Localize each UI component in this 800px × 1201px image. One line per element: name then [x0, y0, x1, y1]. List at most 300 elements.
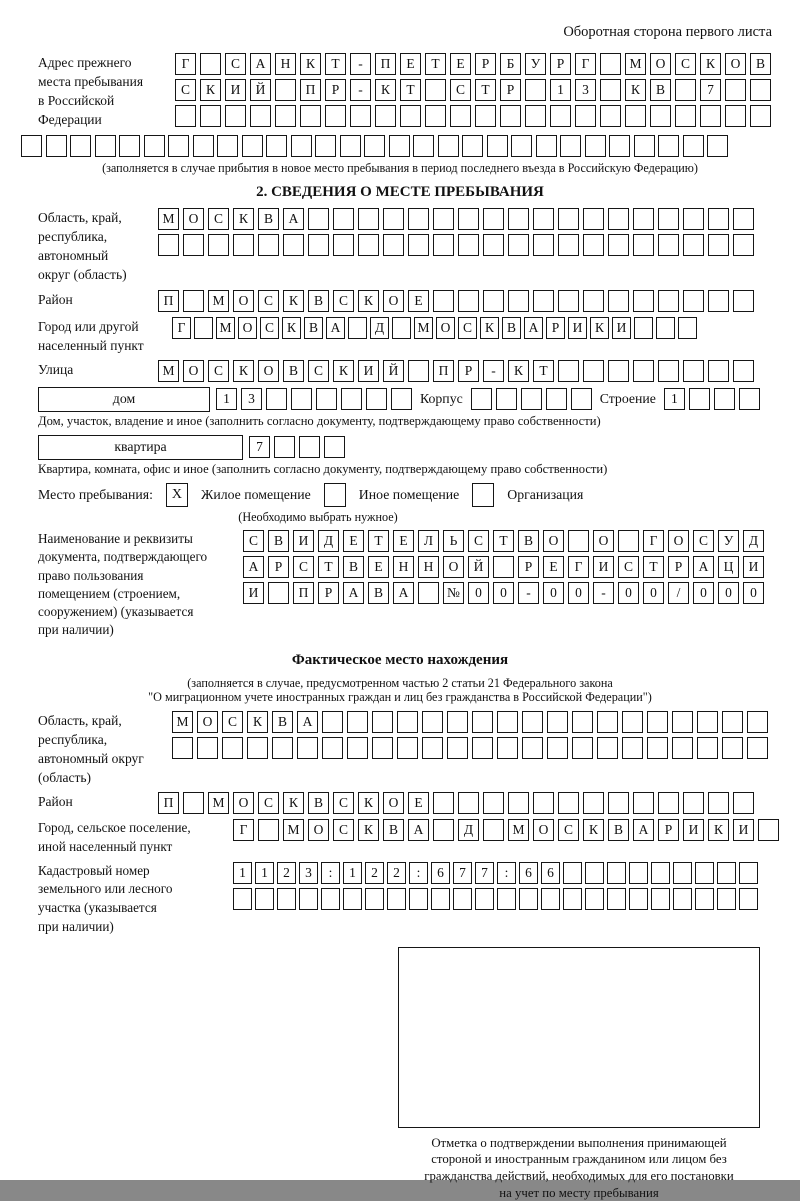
char-cell — [493, 556, 514, 578]
label-line: населенный пункт — [38, 336, 172, 355]
actual-location-heading: Фактическое место нахождения — [24, 652, 776, 669]
char-cell: П — [158, 290, 179, 312]
prev-address-row-4 — [21, 135, 776, 157]
char-cell: С — [458, 317, 477, 339]
char-cell — [700, 105, 721, 127]
char-cell: Ц — [718, 556, 739, 578]
label-line: Кадастровый номер — [38, 862, 233, 881]
char-cell — [575, 105, 596, 127]
char-cell — [95, 135, 116, 157]
apartment-number-row — [249, 436, 345, 458]
char-cell: Г — [575, 53, 596, 75]
char-cell — [625, 105, 646, 127]
char-cell: 0 — [493, 582, 514, 604]
char-cell: А — [243, 556, 264, 578]
char-cell — [608, 208, 629, 230]
char-cell — [450, 105, 471, 127]
char-cell — [563, 888, 582, 910]
char-cell: И — [358, 360, 379, 382]
char-cell — [533, 234, 554, 256]
char-cell — [268, 582, 289, 604]
char-cell: О — [533, 819, 554, 841]
char-cell — [750, 105, 771, 127]
city-row — [172, 317, 697, 339]
char-cell — [608, 234, 629, 256]
char-cell — [571, 388, 592, 410]
char-cell: 6 — [431, 862, 450, 884]
section2-heading: 2. СВЕДЕНИЯ О МЕСТЕ ПРЕБЫВАНИЯ — [24, 184, 776, 201]
char-cell: Т — [325, 53, 346, 75]
char-cell — [739, 388, 760, 410]
char-cell: К — [358, 819, 379, 841]
char-cell — [475, 105, 496, 127]
char-cell — [258, 819, 279, 841]
char-cell: Л — [418, 530, 439, 552]
char-cell — [758, 819, 779, 841]
char-cell: С — [333, 819, 354, 841]
confirmation-stamp-box — [398, 947, 760, 1128]
char-cell: М — [158, 360, 179, 382]
char-cell: К — [358, 792, 379, 814]
char-cell — [500, 105, 521, 127]
char-cell: О — [725, 53, 746, 75]
stay-type-checkbox-organization — [472, 483, 494, 507]
char-cell — [658, 208, 679, 230]
label-line: автономный округ — [38, 749, 172, 768]
char-cell: Р — [658, 819, 679, 841]
char-cell — [453, 888, 472, 910]
char-cell: Е — [408, 792, 429, 814]
char-cell — [433, 290, 454, 312]
house-number-row — [216, 388, 412, 410]
char-cell: О — [650, 53, 671, 75]
char-cell: Й — [468, 556, 489, 578]
char-cell — [397, 737, 418, 759]
char-cell — [708, 360, 729, 382]
char-cell — [447, 711, 468, 733]
char-cell: К — [508, 360, 529, 382]
char-cell — [629, 888, 648, 910]
char-cell — [183, 792, 204, 814]
char-cell: 2 — [365, 862, 384, 884]
label-line: места пребывания — [38, 72, 175, 91]
char-cell: 7 — [700, 79, 721, 101]
char-cell: М — [216, 317, 235, 339]
char-cell: В — [650, 79, 671, 101]
char-cell: П — [293, 582, 314, 604]
char-cell — [733, 792, 754, 814]
char-cell: И — [243, 582, 264, 604]
char-cell — [250, 105, 271, 127]
char-cell — [695, 888, 714, 910]
label-line: в Российской — [38, 91, 175, 110]
char-cell — [433, 792, 454, 814]
char-cell: С — [333, 290, 354, 312]
house-caption: Дом, участок, владение и иное (заполнить согласно документу, подтверждающему право собственности) — [38, 414, 776, 429]
char-cell: Г — [172, 317, 191, 339]
char-cell: X — [166, 483, 188, 507]
char-cell: Е — [393, 530, 414, 552]
char-cell: Т — [643, 556, 664, 578]
stay-type-option-other: Иное помещение — [359, 487, 460, 503]
char-cell — [483, 208, 504, 230]
char-cell — [300, 105, 321, 127]
char-cell — [697, 711, 718, 733]
char-cell — [413, 135, 434, 157]
char-cell: Е — [343, 530, 364, 552]
document-row-1 — [243, 530, 764, 552]
char-cell: 3 — [241, 388, 262, 410]
char-cell: Й — [383, 360, 404, 382]
char-cell — [343, 888, 362, 910]
char-cell: К — [700, 53, 721, 75]
char-cell — [497, 888, 516, 910]
char-cell — [283, 234, 304, 256]
char-cell: С — [333, 792, 354, 814]
char-cell — [387, 888, 406, 910]
char-cell — [299, 436, 320, 458]
char-cell: К — [590, 317, 609, 339]
char-cell — [46, 135, 67, 157]
char-cell — [658, 792, 679, 814]
char-cell — [658, 290, 679, 312]
label-line: документа, подтверждающего — [38, 548, 243, 566]
char-cell — [325, 105, 346, 127]
char-cell: Ь — [443, 530, 464, 552]
char-cell — [341, 388, 362, 410]
char-cell — [547, 737, 568, 759]
label-line: (область) — [38, 768, 172, 787]
char-cell — [558, 208, 579, 230]
label-line: Область, край, — [38, 711, 172, 730]
char-cell — [656, 317, 675, 339]
char-cell: Т — [533, 360, 554, 382]
char-cell: С — [208, 360, 229, 382]
char-cell — [391, 388, 412, 410]
char-cell — [458, 792, 479, 814]
char-cell: С — [450, 79, 471, 101]
char-cell — [408, 360, 429, 382]
char-cell: Т — [318, 556, 339, 578]
char-cell — [521, 388, 542, 410]
char-cell — [333, 208, 354, 230]
actual-region-row-2 — [172, 737, 768, 759]
label-line: Наименование и реквизиты — [38, 530, 243, 548]
char-cell: О — [233, 792, 254, 814]
char-cell — [678, 317, 697, 339]
char-cell: : — [497, 862, 516, 884]
stay-type-label: Место пребывания: — [38, 487, 153, 503]
prev-address-row-1 — [175, 53, 771, 75]
char-cell: У — [525, 53, 546, 75]
char-cell: : — [321, 862, 340, 884]
char-cell: 7 — [249, 436, 270, 458]
char-cell — [658, 135, 679, 157]
char-cell: О — [238, 317, 257, 339]
char-cell — [472, 737, 493, 759]
char-cell: Е — [543, 556, 564, 578]
document-label — [38, 530, 243, 638]
char-cell — [697, 737, 718, 759]
char-cell: Р — [475, 53, 496, 75]
stay-type-note: (Необходимо выбрать нужное) — [38, 510, 598, 524]
label-line: (заполняется в случае, предусмотренном частью 2 статьи 21 Федерального закона — [24, 676, 776, 690]
char-cell: О — [183, 360, 204, 382]
char-cell: 0 — [468, 582, 489, 604]
char-cell: 2 — [277, 862, 296, 884]
char-cell — [722, 711, 743, 733]
char-cell — [714, 388, 735, 410]
char-cell — [458, 208, 479, 230]
char-cell — [708, 290, 729, 312]
char-cell — [708, 792, 729, 814]
char-cell — [558, 290, 579, 312]
char-cell: 0 — [643, 582, 664, 604]
char-cell: А — [283, 208, 304, 230]
char-cell — [397, 711, 418, 733]
label-line: помещением (строением, — [38, 585, 243, 603]
char-cell — [683, 135, 704, 157]
char-cell: О — [233, 290, 254, 312]
char-cell: 1 — [550, 79, 571, 101]
char-cell — [651, 888, 670, 910]
char-cell — [585, 862, 604, 884]
char-cell — [222, 737, 243, 759]
char-cell — [291, 135, 312, 157]
char-cell: С — [222, 711, 243, 733]
char-cell: С — [258, 290, 279, 312]
char-cell — [350, 105, 371, 127]
char-cell: - — [350, 79, 371, 101]
label-line: "О миграционном учете иностранных граждан и лиц без гражданства в Российской Федерации") — [24, 690, 776, 704]
char-cell: 1 — [233, 862, 252, 884]
char-cell — [175, 105, 196, 127]
char-cell — [472, 483, 494, 507]
char-cell — [497, 737, 518, 759]
char-cell — [572, 711, 593, 733]
char-cell — [447, 737, 468, 759]
char-cell — [717, 862, 736, 884]
char-cell — [618, 530, 639, 552]
char-cell — [733, 360, 754, 382]
district-row — [158, 290, 754, 312]
char-cell: П — [375, 53, 396, 75]
char-cell: 0 — [743, 582, 764, 604]
char-cell: В — [343, 556, 364, 578]
char-cell — [708, 208, 729, 230]
char-cell — [672, 737, 693, 759]
char-cell — [383, 234, 404, 256]
char-cell — [533, 290, 554, 312]
char-cell — [400, 105, 421, 127]
char-cell: С — [558, 819, 579, 841]
char-cell: Т — [475, 79, 496, 101]
label-line: Город, сельское поселение, — [38, 819, 233, 838]
char-cell — [168, 135, 189, 157]
char-cell: И — [743, 556, 764, 578]
label-line: земельного или лесного — [38, 880, 233, 899]
street-label: Улица — [38, 360, 158, 379]
char-cell: О — [593, 530, 614, 552]
char-cell — [225, 105, 246, 127]
char-cell: М — [625, 53, 646, 75]
char-cell — [633, 208, 654, 230]
char-cell: Т — [425, 53, 446, 75]
actual-region-row-1 — [172, 711, 768, 733]
char-cell — [546, 388, 567, 410]
char-cell — [431, 888, 450, 910]
char-cell: В — [608, 819, 629, 841]
region-row-1 — [158, 208, 754, 230]
char-cell: В — [368, 582, 389, 604]
char-cell: 0 — [693, 582, 714, 604]
char-cell: П — [433, 360, 454, 382]
char-cell — [433, 234, 454, 256]
char-cell: А — [633, 819, 654, 841]
char-cell — [558, 792, 579, 814]
char-cell: А — [393, 582, 414, 604]
char-cell — [255, 888, 274, 910]
char-cell — [497, 711, 518, 733]
char-cell: Р — [518, 556, 539, 578]
char-cell — [533, 208, 554, 230]
char-cell: Г — [233, 819, 254, 841]
char-cell: В — [502, 317, 521, 339]
char-cell — [725, 79, 746, 101]
char-cell — [747, 711, 768, 733]
char-cell: П — [300, 79, 321, 101]
char-cell — [333, 234, 354, 256]
char-cell — [597, 737, 618, 759]
label-line: Отметка о подтверждении выполнения принимающей — [386, 1135, 772, 1152]
char-cell — [629, 862, 648, 884]
char-cell — [183, 234, 204, 256]
char-cell — [651, 862, 670, 884]
char-cell — [483, 290, 504, 312]
char-cell — [274, 436, 295, 458]
char-cell — [392, 317, 411, 339]
char-cell — [633, 234, 654, 256]
char-cell — [673, 888, 692, 910]
char-cell — [689, 388, 710, 410]
char-cell — [583, 234, 604, 256]
char-cell — [194, 317, 213, 339]
char-cell: / — [668, 582, 689, 604]
char-cell: С — [175, 79, 196, 101]
char-cell: 0 — [618, 582, 639, 604]
char-cell — [560, 135, 581, 157]
char-cell: - — [483, 360, 504, 382]
char-cell — [322, 737, 343, 759]
char-cell — [366, 388, 387, 410]
char-cell: 2 — [387, 862, 406, 884]
char-cell: К — [283, 792, 304, 814]
label-line: Область, край, — [38, 208, 158, 227]
char-cell: Р — [325, 79, 346, 101]
page-title: Оборотная сторона первого листа — [38, 14, 776, 41]
char-cell — [324, 436, 345, 458]
label-line: Адрес прежнего — [38, 53, 175, 72]
label-line: автономный — [38, 246, 158, 265]
char-cell — [372, 737, 393, 759]
char-cell: Р — [318, 582, 339, 604]
label-line: участка (указывается — [38, 899, 233, 918]
char-cell: Н — [418, 556, 439, 578]
char-cell — [508, 208, 529, 230]
char-cell — [597, 711, 618, 733]
char-cell — [375, 105, 396, 127]
char-cell: К — [480, 317, 499, 339]
char-cell — [158, 234, 179, 256]
char-cell: В — [304, 317, 323, 339]
char-cell: 0 — [568, 582, 589, 604]
char-cell — [563, 862, 582, 884]
char-cell: Д — [458, 819, 479, 841]
char-cell — [525, 105, 546, 127]
char-cell: С — [260, 317, 279, 339]
char-cell: К — [708, 819, 729, 841]
char-cell: А — [343, 582, 364, 604]
char-cell — [347, 737, 368, 759]
char-cell: К — [358, 290, 379, 312]
char-cell: К — [625, 79, 646, 101]
char-cell — [197, 737, 218, 759]
char-cell — [144, 135, 165, 157]
char-cell — [707, 135, 728, 157]
char-cell — [600, 79, 621, 101]
char-cell — [119, 135, 140, 157]
char-cell: М — [283, 819, 304, 841]
char-cell — [583, 792, 604, 814]
label-line: при наличии) — [38, 918, 233, 937]
char-cell — [541, 888, 560, 910]
char-cell: И — [293, 530, 314, 552]
char-cell — [634, 135, 655, 157]
char-cell — [558, 234, 579, 256]
actual-location-note — [24, 676, 776, 705]
char-cell: 7 — [475, 862, 494, 884]
char-cell: К — [247, 711, 268, 733]
char-cell: Б — [500, 53, 521, 75]
char-cell — [508, 290, 529, 312]
char-cell: О — [436, 317, 455, 339]
char-cell — [183, 290, 204, 312]
char-cell: И — [568, 317, 587, 339]
char-cell — [409, 888, 428, 910]
char-cell — [733, 234, 754, 256]
char-cell — [208, 234, 229, 256]
char-cell — [622, 737, 643, 759]
char-cell — [508, 234, 529, 256]
char-cell: Р — [668, 556, 689, 578]
char-cell — [733, 290, 754, 312]
char-cell: С — [693, 530, 714, 552]
char-cell — [733, 208, 754, 230]
char-cell — [585, 135, 606, 157]
char-cell — [483, 792, 504, 814]
char-cell — [600, 105, 621, 127]
char-cell: Е — [368, 556, 389, 578]
cadastre-label — [38, 862, 233, 937]
char-cell: О — [258, 360, 279, 382]
char-cell: В — [308, 290, 329, 312]
char-cell — [650, 105, 671, 127]
char-cell: С — [293, 556, 314, 578]
char-cell: К — [375, 79, 396, 101]
stay-type-option-residential: Жилое помещение — [201, 487, 311, 503]
char-cell: С — [258, 792, 279, 814]
char-cell: А — [326, 317, 345, 339]
